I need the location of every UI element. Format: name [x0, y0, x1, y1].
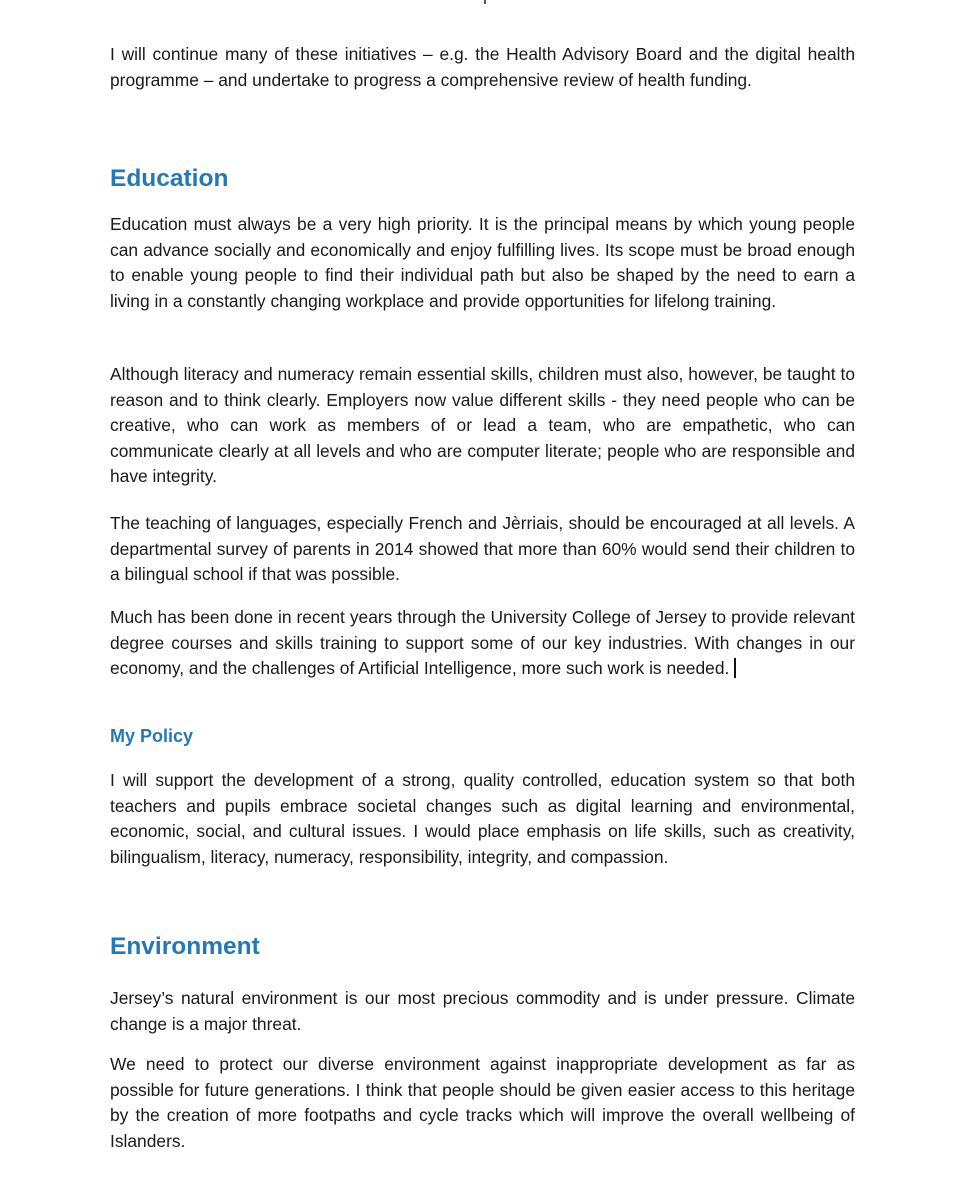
- policy-paragraph: I will support the development of a strong, quality controlled, education system so that both teachers and pupils embrace societal changes such as digital learning and environmental, economic, social, and cultural issues. I would place emphasis on life skills, such as creativity, bilingualism, literacy, numeracy, responsibility, integrity, and compassion.: [110, 770, 855, 867]
- environment-heading: Environment: [110, 933, 260, 960]
- text-cursor: [734, 658, 736, 678]
- education-paragraph-4-text: Much has been done in recent years through the University College of Jersey to provide relevant degree courses and skills training to support some of our key industries. With changes in our economy, and the challenges of Artificial Intelligence, more such work is needed.: [110, 607, 855, 678]
- page-top-mark: [484, 0, 486, 4]
- education-paragraph-3: The teaching of languages, especially French and Jèrriais, should be encouraged at all levels. A departmental survey of parents in 2014 showed that more than 60% would send their children to a bilingual school if that was possible.: [110, 513, 855, 584]
- my-policy-heading: My Policy: [110, 726, 194, 746]
- education-paragraph-4[interactable]: [110, 605, 855, 682]
- education-heading: Education: [110, 165, 229, 192]
- environment-paragraph-2: We need to protect our diverse environment against inappropriate development as far as possible for future generations. I think that people should be given easier access to this heritage by the creation of more footpaths and cycle tracks which will improve the overall wellbeing of Islanders.: [110, 1054, 855, 1151]
- environment-paragraph-1: Jersey’s natural environment is our most precious commodity and is under pressure. Climate change is a major threat.: [110, 988, 855, 1034]
- education-paragraph-1: Education must always be a very high priority. It is the principal means by which young people can advance socially and economically and enjoy fulfilling lives. Its scope must be broad enough to enable young people to find their individual path but also be shaped by the need to earn a living in a constantly changing workplace and provide opportunities for lifelong training.: [110, 214, 855, 311]
- intro-paragraph: I will continue many of these initiatives – e.g. the Health Advisory Board and the digital health programme – and undertake to progress a comprehensive review of health funding.: [110, 44, 855, 90]
- education-paragraph-2: Although literacy and numeracy remain essential skills, children must also, however, be taught to reason and to think clearly. Employers now value different skills - they need people who can be creative, who can work as members of or lead a team, who are empathetic, who can communicate clearly at all levels and who are computer literate; people who are responsible and have integrity.: [110, 364, 855, 486]
